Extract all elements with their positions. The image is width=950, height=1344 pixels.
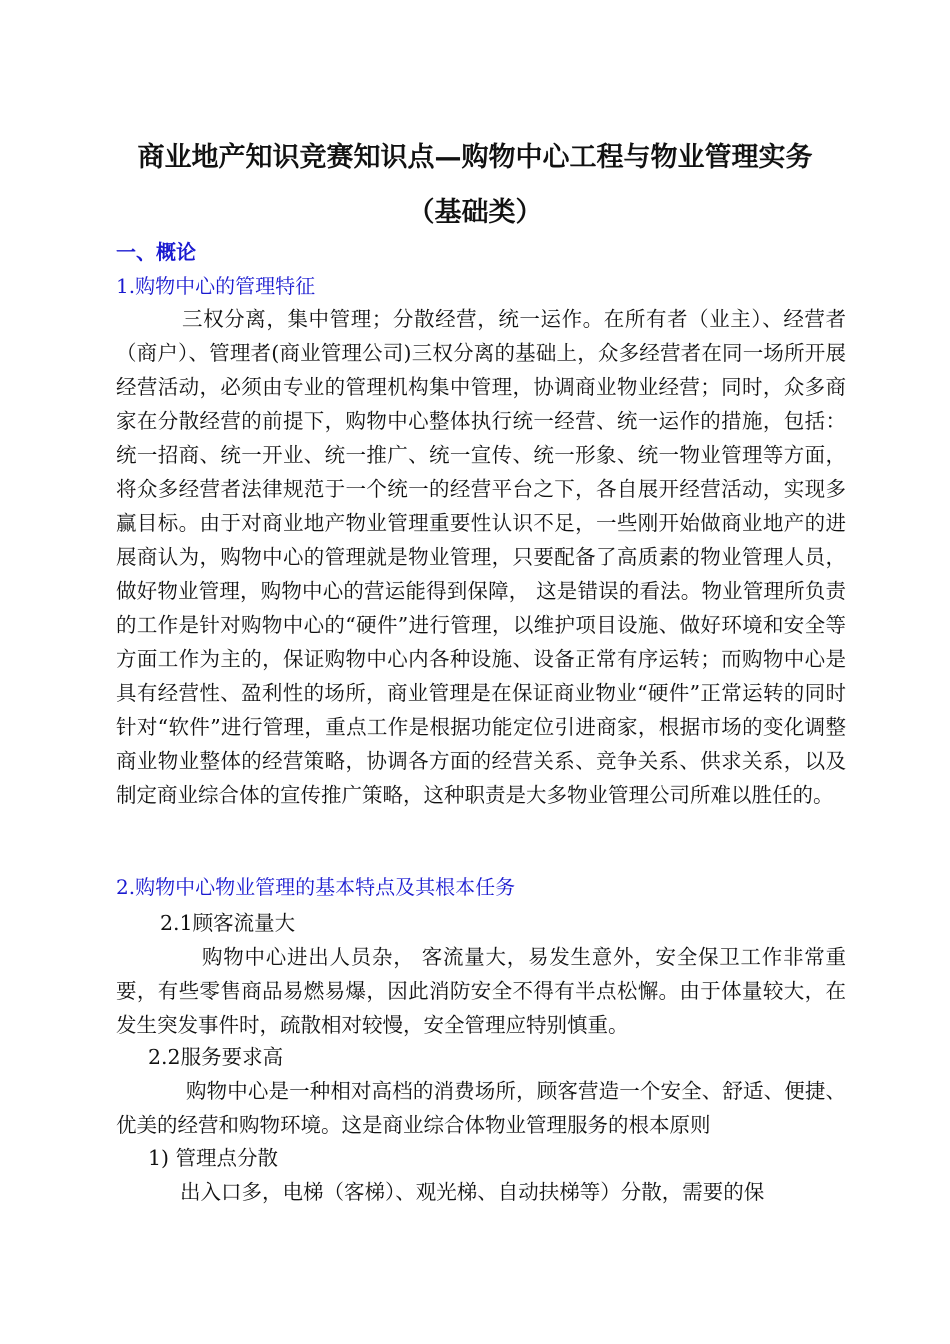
document-title-line-1: 商业地产知识竞赛知识点—购物中心工程与物业管理实务 [137,142,813,173]
document-title-line-2: （基础类） [407,197,543,228]
item-heading-service-requirements: 2.2服务要求高 [148,1045,284,1069]
paragraph-service-requirements: 购物中心是一种相对高档的消费场所，顾客营造一个安全、舒适、便捷、优美的经营和购物环境。这是商业综合体物业管理服务的根本原则 [116,1079,846,1137]
paragraph-customer-flow: 购物中心进出人员杂， 客流量大，易发生意外，安全保卫工作非常重要，有些零售商品易燃易爆，因此消防安全不得有半点松懈。由于体量较大，在发生突发事件时，疏散相对较慢，安全管理应特别慎重。 [116,945,846,1037]
paragraph-dispersed-points: 出入口多，电梯（客梯）、观光梯、自动扶梯等）分散，需要的保 [180,1180,765,1204]
item-heading-customer-flow: 2.1顾客流量大 [160,911,296,935]
subsection-heading-property-management: 2.购物中心物业管理的基本特点及其根本任务 [116,875,516,899]
item-heading-dispersed-points: 1) 管理点分散 [148,1146,279,1170]
paragraph-management-features: 三权分离，集中管理；分散经营，统一运作。在所有者（业主）、经营者（商户）、管理者(商业管理公司)三权分离的基础上，众多经营者在同一场所开展经营活动，必须由专业的管理机构集中管理，协调商业物业经营；同时，众多商家在分散经营的前提下，购物中心整体执行统一经营、统一运作的措施，包括：统一招商、统一开业、统一推广、统一宣传、统一形象、统一物业管理等方面，将众多经营者法律规范于一个统一的经营平台之下，各自展开经营活动，实现多赢目标。由于对商业地产物业管理重要性认识不足，一些刚开始做商业地产的进展商认为，购物中心的管理就是物业管理，只要配备了高质素的物业管理人员，做好物业管理，购物中心的营运能得到保障， 这是错误的看法。物业管理所负责的工作是针对购物中心的“硬件”进行管理，以维护项目设施、做好环境和安全等方面工作为主的，保证购物中心内各种设施、设备正常有序运转；而购物中心是具有经营性、盈利性的场所，商业管理是在保证商业物业“硬件”正常运转的同时针对“软件”进行管理，重点工作是根据功能定位引进商家，根据市场的变化调整商业物业整体的经营策略，协调各方面的经营关系、竞争关系、供求关系，以及制定商业综合体的宣传推广策略，这种职责是大多物业管理公司所难以胜任的。 [116,307,846,807]
subsection-heading-management-features: 1.购物中心的管理特征 [116,274,316,298]
section-heading-overview: 一、概论 [116,240,196,264]
